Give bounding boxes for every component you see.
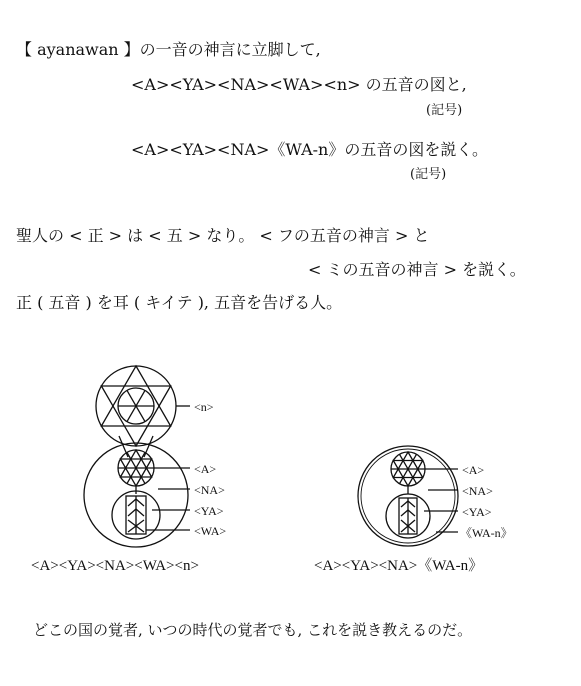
- right-label-na: <NA>: [462, 484, 493, 498]
- body-line-1: 聖人の < 正 > は < 五 > なり。 < フの五音の神言 > と: [16, 226, 430, 245]
- intro-line-1: 【 ayanawan 】の一音の神言に立脚して,: [16, 40, 321, 59]
- intro-line-3-note: (記号): [410, 167, 447, 182]
- left-label-n: <n>: [194, 400, 214, 414]
- right-figure-caption: <A><YA><NA>《WA-n》: [314, 558, 484, 574]
- body-line-2: < ミの五音の神言 > を説く。: [308, 260, 526, 279]
- intro-line-3: <A><YA><NA>《WA-n》の五音の図を説く。: [131, 140, 489, 159]
- right-label-ya: <YA>: [462, 505, 492, 519]
- left-label-na: <NA>: [194, 483, 225, 497]
- left-label-a: <A>: [194, 462, 217, 476]
- footer-sentence: どこの国の覚者, いつの時代の覚者でも, これを説き教えるのだ。: [33, 621, 473, 639]
- right-label-a: <A>: [462, 463, 485, 477]
- intro-line-2-note: (記号): [426, 103, 463, 118]
- left-label-ya: <YA>: [194, 504, 224, 518]
- body-line-3: 正 ( 五音 ) を耳 ( キイテ ), 五音を告げる人。: [16, 293, 343, 312]
- right-label-wa-n: 《WA-n》: [460, 526, 513, 540]
- intro-line-2: <A><YA><NA><WA><n> の五音の図と,: [131, 75, 467, 94]
- left-label-wa: <WA>: [194, 524, 227, 538]
- left-figure-caption: <A><YA><NA><WA><n>: [31, 558, 199, 574]
